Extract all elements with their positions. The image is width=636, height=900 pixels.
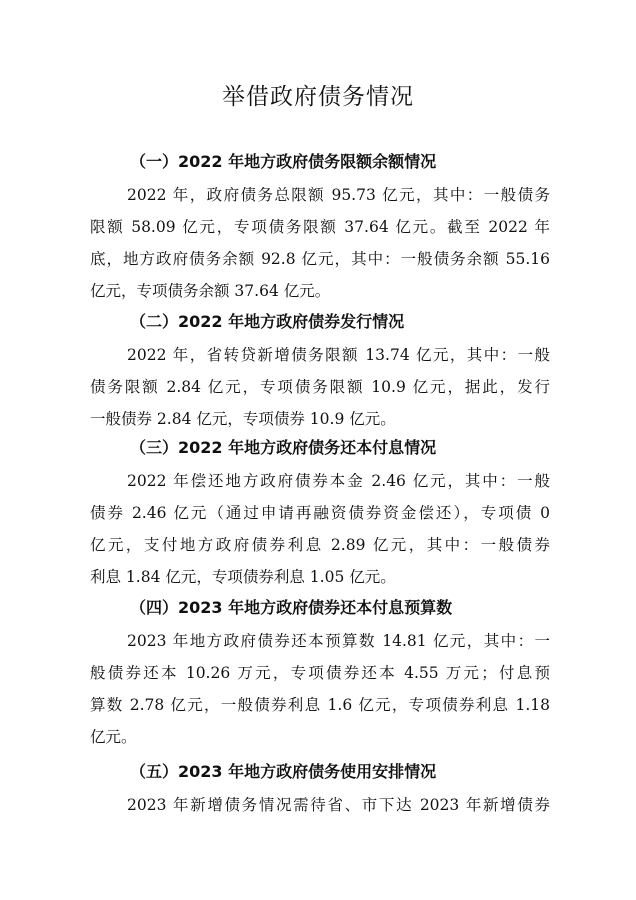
section-4 — [0, 593, 636, 753]
section-heading: （四）2023 年地方政府债券还本付息预算数 — [130, 598, 453, 617]
section-heading: （三）2022 年地方政府债务还本付息情况 — [130, 438, 437, 457]
section-5 — [0, 757, 636, 821]
paragraph-line: 亿元。 — [90, 728, 137, 746]
section-heading: （二）2022 年地方政府债券发行情况 — [130, 312, 405, 331]
section-paragraph — [90, 339, 550, 435]
section-1 — [0, 147, 636, 307]
paragraph-line: 亿元，专项债务余额 37.64 亿元。 — [90, 282, 331, 300]
paragraph-line: 2022 年，省转贷新增债务限额 13.74 亿元，其中：一般 — [127, 346, 550, 364]
section-heading: （五）2023 年地方政府债务使用安排情况 — [130, 762, 437, 781]
paragraph-line: 底，地方政府债务余额 92.8 亿元，其中：一般债务余额 55.16 — [90, 250, 550, 268]
section-paragraph — [90, 625, 550, 753]
section-paragraph — [90, 789, 550, 821]
section-3 — [0, 433, 636, 593]
paragraph-line: 亿元，支付地方政府债券利息 2.89 亿元，其中：一般债券 — [90, 536, 550, 554]
document-title: 举借政府债务情况 — [222, 84, 414, 110]
section-2 — [0, 307, 636, 435]
paragraph-line: 般债券还本 10.26 万元，专项债券还本 4.55 万元；付息预 — [90, 664, 550, 682]
paragraph-line: 2023 年地方政府债券还本预算数 14.81 亿元，其中：一 — [127, 632, 550, 650]
paragraph-line: 债务限额 2.84 亿元，专项债务限额 10.9 亿元，据此，发行 — [90, 378, 550, 396]
paragraph-line: 限额 58.09 亿元，专项债务限额 37.64 亿元。截至 2022 年 — [90, 218, 550, 236]
paragraph-line: 2023 年新增债务情况需待省、市下达 2023 年新增债券 — [127, 796, 550, 814]
section-heading: （一）2022 年地方政府债务限额余额情况 — [130, 152, 437, 171]
section-paragraph — [90, 465, 550, 593]
section-paragraph — [90, 179, 550, 307]
paragraph-line: 债券 2.46 亿元（通过申请再融资债券资金偿还），专项债 0 — [90, 504, 550, 522]
paragraph-line: 2022 年，政府债务总限额 95.73 亿元，其中：一般债务 — [127, 186, 550, 204]
paragraph-line: 一般债券 2.84 亿元，专项债券 10.9 亿元。 — [90, 410, 396, 428]
paragraph-line: 利息 1.84 亿元，专项债券利息 1.05 亿元。 — [90, 568, 396, 586]
paragraph-line: 2022 年偿还地方政府债券本金 2.46 亿元，其中：一般 — [127, 472, 550, 490]
paragraph-line: 算数 2.78 亿元，一般债券利息 1.6 亿元，专项债券利息 1.18 — [90, 696, 550, 714]
